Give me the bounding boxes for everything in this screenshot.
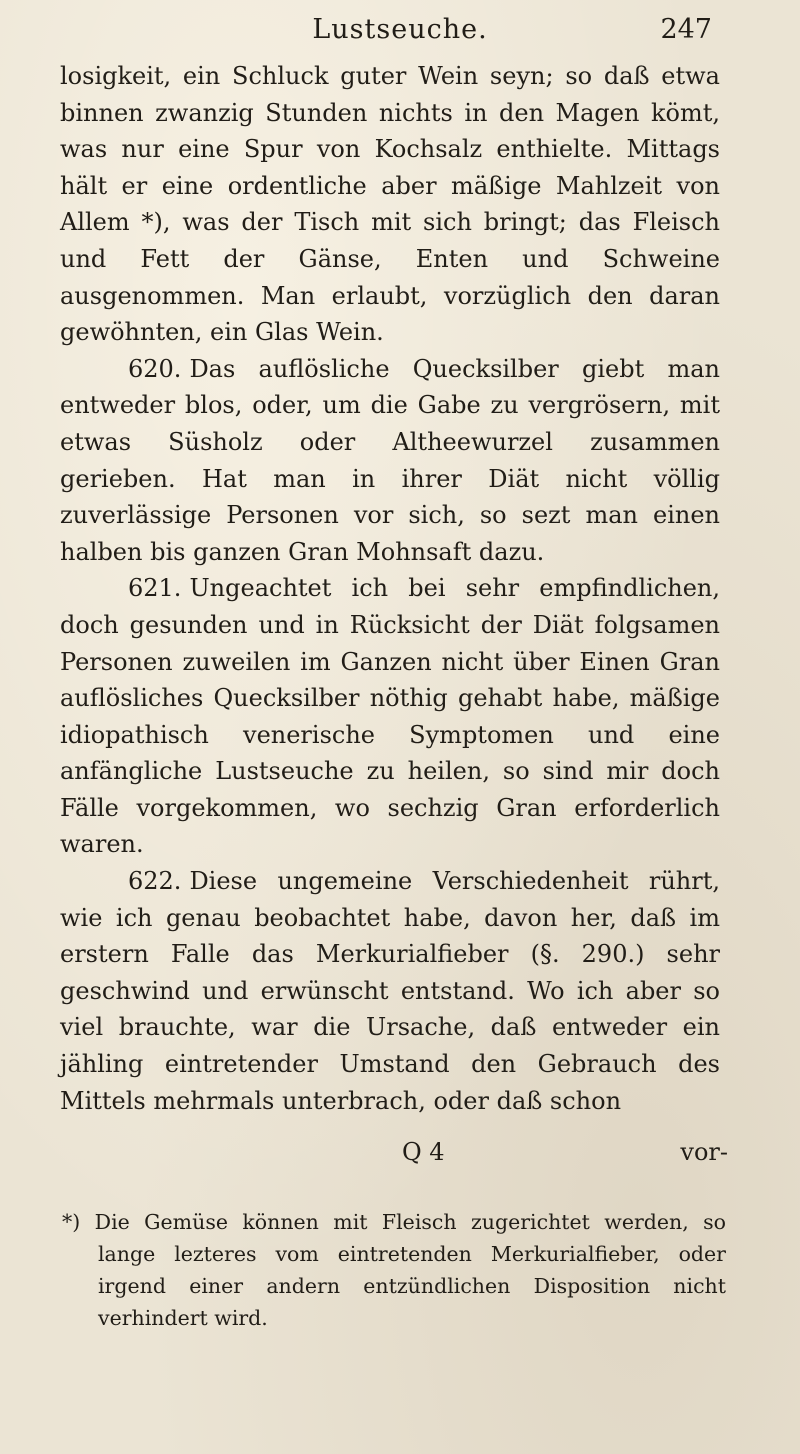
footnote-text: Die Gemüse können mit Fleisch zugerichtet werden, so lange lezteres vom eintretenden Merkurialfieber, oder irgend einer andern entzündlichen Disposition nicht verhindert wird. [94,1210,726,1330]
catchline [0,1138,800,1174]
body-text [60,58,720,1119]
catchword: vor- [680,1138,728,1166]
signature-mark: Q 4 [402,1138,445,1166]
paragraph-continuation [60,58,720,351]
paragraph-620 [60,351,720,571]
running-title: Lustseuche. [312,14,488,45]
paragraph-text: Das auflösliche Quecksilber giebt man entweder blos, oder, um die Gabe zu vergrösern, mit etwas Süsholz oder Altheewurzel zusammen gerieben. Hat man in ihrer Diät nicht völlig zuverlässige Personen vor sich, so sezt man einen halben bis ganzen Gran Mohnsaft dazu. [60,354,720,566]
paragraph-number: 620. [128,354,182,383]
paragraph-text: Ungeachtet ich bei sehr empfindlichen, doch gesunden und in Rücksicht der Diät folgsamen Personen zuweilen im Ganzen nicht über Einen Gran auflösliches Quecksilber nöthig gehabt habe, mäßige idiopathisch venerische Symptomen und eine anfängliche Lustseuche zu heilen, so sind mir doch Fälle vorgekommen, wo sechzig Gran erforderlich waren. [60,574,720,859]
page-header [0,14,800,54]
footnote-marker: *) [62,1210,81,1234]
paragraph-number: 621. [128,574,182,603]
paragraph-number: 622. [128,867,182,896]
paragraph-text: Diese ungemeine Verschiedenheit rührt, wie ich genau beobachtet habe, davon her, daß im erstern Falle das Merkurialfieber (§. 290.) sehr geschwind und erwünscht entstand. Wo ich aber so viel brauchte, war die Ursache, daß entweder ein jähling eintretender Umstand den Gebrauch des Mittels mehrmals unterbrach, oder daß schon [60,867,720,1115]
paragraph-621 [60,570,720,863]
paragraph-text: losigkeit, ein Schluck guter Wein seyn; so daß etwa binnen zwanzig Stunden nichts in den Magen kömt, was nur eine Spur von Kochsalz enthielte. Mittags hält er eine ordentliche aber mäßige Mahlzeit von Allem *), was der Tisch mit sich bringt; das Fleisch und Fett der Gänse, Enten und Schweine ausgenommen. Man erlaubt, vorzüglich den daran gewöhnten, ein Glas Wein. [60,62,720,347]
page-number: 247 [660,14,712,45]
paragraph-622 [60,863,720,1119]
footnote [62,1206,726,1334]
